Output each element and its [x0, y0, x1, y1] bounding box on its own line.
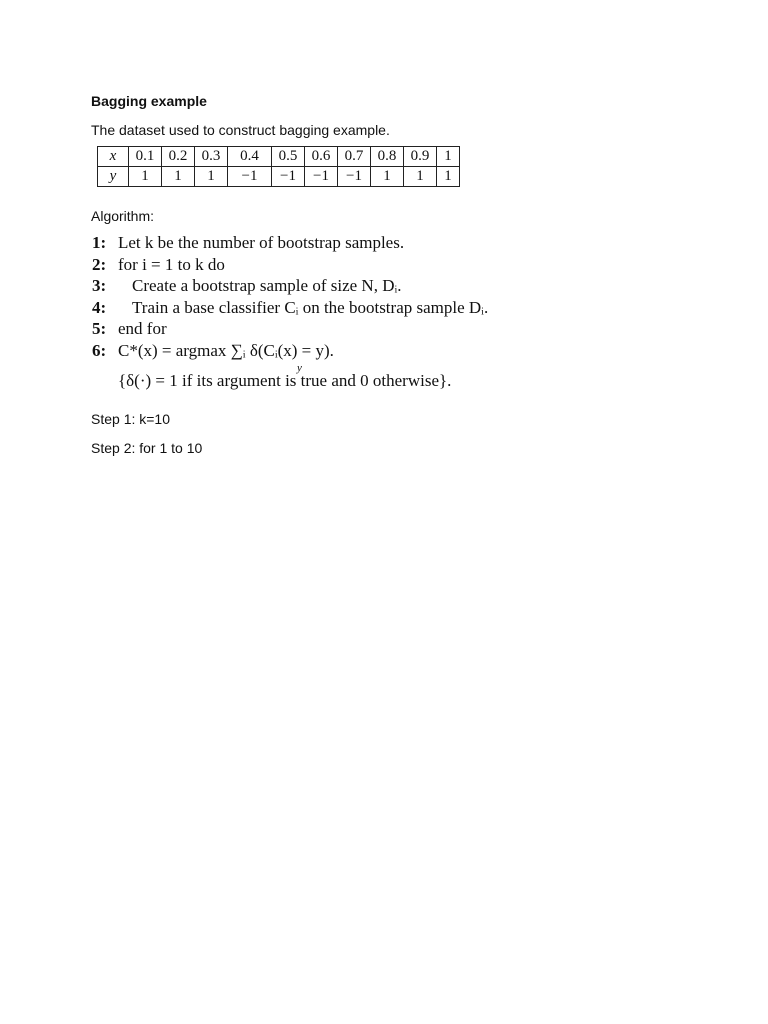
dataset-table — [97, 146, 460, 187]
table-cell: 1 — [404, 167, 437, 187]
line-text: end for — [118, 319, 167, 338]
line-text: Create a bootstrap sample of size N, Dᵢ. — [132, 276, 402, 295]
line-number: 1: — [92, 233, 107, 252]
table-cell: 0.1 — [129, 147, 162, 167]
table-cell: −1 — [228, 167, 272, 187]
algorithm-line — [92, 254, 488, 276]
table-cell: 1 — [195, 167, 228, 187]
algorithm-line — [92, 318, 488, 340]
row-label-x: x — [98, 147, 129, 167]
table-cell: −1 — [272, 167, 305, 187]
step-1: Step 1: k=10 — [91, 411, 171, 427]
line-number: 6: — [92, 340, 107, 360]
table-cell: 0.7 — [338, 147, 371, 167]
table-row-x — [98, 147, 460, 167]
line-number: 2: — [92, 254, 107, 274]
algorithm-label: Algorithm: — [91, 208, 155, 224]
line-text: C*(x) = argmax ∑ᵢ δ(Cᵢ(x) = y). — [118, 340, 334, 360]
table-cell: 0.5 — [272, 147, 305, 167]
step-2: Step 2: for 1 to 10 — [91, 440, 203, 456]
table-cell: −1 — [338, 167, 371, 187]
line-text: for i = 1 to k do — [118, 254, 225, 274]
algorithm-line — [92, 297, 488, 319]
argmax-subscript: y — [297, 361, 302, 374]
table-cell: 0.9 — [404, 147, 437, 167]
table-cell: 0.4 — [228, 147, 272, 167]
table-cell: 1 — [129, 167, 162, 187]
algorithm-line — [92, 232, 488, 254]
line-number: 3: — [92, 276, 107, 295]
table-cell: −1 — [305, 167, 338, 187]
line-number: 5: — [92, 319, 107, 338]
algorithm-line — [92, 340, 488, 374]
line-text: Train a base classifier Cᵢ on the bootstrap sample Dᵢ. — [132, 297, 489, 317]
table-cell: 1 — [437, 147, 460, 167]
table-cell: 0.6 — [305, 147, 338, 167]
algorithm-note — [92, 370, 488, 392]
line-number: 4: — [92, 297, 107, 317]
table-cell: 0.8 — [371, 147, 404, 167]
page-heading: Bagging example — [91, 93, 207, 109]
algorithm-block — [92, 232, 488, 391]
table-cell: 1 — [371, 167, 404, 187]
table-row-y — [98, 167, 460, 187]
table-cell: 0.3 — [195, 147, 228, 167]
note-text: {δ(·) = 1 if its argument is true and 0 otherwise}. — [118, 370, 452, 390]
row-label-y: y — [98, 167, 129, 187]
intro-text: The dataset used to construct bagging example. — [91, 122, 390, 138]
algorithm-line — [92, 275, 488, 297]
table-cell: 1 — [162, 167, 195, 187]
table-cell: 0.2 — [162, 147, 195, 167]
table-cell: 1 — [437, 167, 460, 187]
line-text: Let k be the number of bootstrap samples. — [118, 233, 405, 252]
